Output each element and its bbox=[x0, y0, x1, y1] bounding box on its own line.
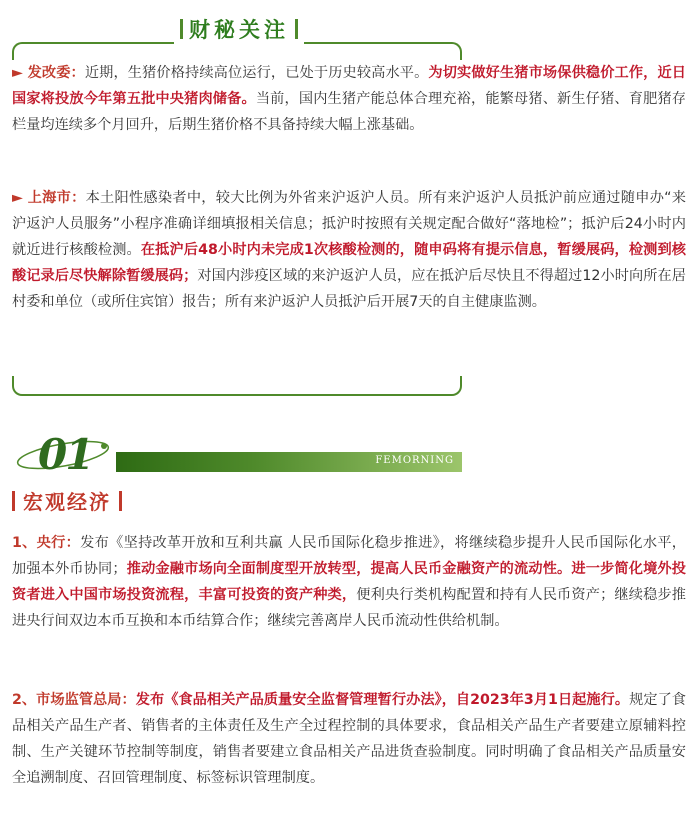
news-text: 当前，国内生猪产能总体合理充裕，能繁母猪、新生仔猪、育肥猪存栏量均连续多个月回升，后期生猪价格不具备持续大幅上涨基础。 bbox=[12, 91, 686, 133]
news-text: 便利央行类机构配置和持有人民币资产；继续稳步推进央行间双边本币互换和本币结算合作；继续完善离岸人民币流动性供给机制。 bbox=[12, 587, 686, 629]
frame-bottom-border bbox=[12, 376, 462, 396]
news-text: 发布《坚持改革开放和互利共赢 人民币国际化稳步推进》，将继续稳步提升人民币国际化水平，加强本外币协同； bbox=[12, 535, 686, 577]
news-item-samr bbox=[12, 687, 686, 791]
arrow-bullet-icon: ► bbox=[12, 65, 23, 81]
news-item-ndrc bbox=[12, 60, 686, 138]
macro-title-bar-right bbox=[119, 491, 122, 511]
band-text: FEMORNING bbox=[375, 455, 454, 466]
title-bar-right bbox=[295, 19, 298, 39]
news-item-shanghai bbox=[12, 185, 686, 315]
news-highlight: 推动金融市场向全面制度型开放转型，提高人民币金融资产的流动性。进一步简化境外投资者进入中国市场投资流程，丰富可投资的资产种类， bbox=[12, 561, 686, 603]
news-text: 近期，生猪价格持续高位运行，已处于历史较高水平。 bbox=[84, 65, 429, 81]
news-source: 1、央行： bbox=[12, 535, 81, 551]
finance-title-text: 财秘关注 bbox=[189, 18, 289, 42]
finance-title bbox=[174, 14, 304, 44]
news-highlight: 在抵沪后48小时内未完成1次核酸检测的，随申码将有提示信息，暂缓展码，检测到核酸记录后尽快解除暂缓展码； bbox=[12, 242, 686, 284]
news-source: 上海市： bbox=[27, 190, 86, 206]
section-number-badge bbox=[14, 428, 114, 478]
news-item-pboc bbox=[12, 530, 686, 634]
frame-top-border bbox=[12, 42, 462, 60]
finance-title-frame bbox=[12, 6, 462, 56]
section-number: 01 bbox=[38, 430, 93, 479]
title-bar-left bbox=[180, 19, 183, 39]
arrow-bullet-icon: ► bbox=[12, 190, 23, 206]
macro-title-bar-left bbox=[12, 491, 15, 511]
news-text: 对国内涉疫区域的来沪返沪人员，应在抵沪后尽快且不得超过12小时向所在居村委和单位（或所住宾馆）报告；所有来沪返沪人员抵沪后开展7天的自主健康监测。 bbox=[12, 268, 686, 310]
news-text: 本土阳性感染者中，较大比例为外省来沪返沪人员。所有来沪返沪人员抵沪前应通过随申办“来沪返沪人员服务”小程序准确详细填报相关信息；抵沪时按照有关规定配合做好“落地检”；抵沪后24小时内就近进行核酸检测。 bbox=[12, 190, 686, 258]
section-band bbox=[116, 452, 462, 472]
news-source: 2、市场监管总局： bbox=[12, 692, 136, 708]
news-highlight: 发布《食品相关产品质量安全监督管理暂行办法》，自2023年3月1日起施行。 bbox=[135, 692, 630, 708]
news-source: 发改委： bbox=[27, 65, 85, 81]
news-highlight: 为切实做好生猪市场保供稳价工作，近日国家将投放今年第五批中央猪肉储备。 bbox=[12, 65, 686, 107]
news-text: 规定了食品相关产品生产者、销售者的主体责任及生产全过程控制的具体要求，食品相关产品生产者要建立原辅料控制、生产关键环节控制等制度，销售者要建立食品相关产品进货查验制度。同时明确了食品相关产品质量安全追溯制度、召回管理制度、标签标识管理制度。 bbox=[12, 692, 686, 786]
macro-title-text: 宏观经济 bbox=[23, 490, 111, 514]
macro-section-title bbox=[12, 486, 122, 515]
